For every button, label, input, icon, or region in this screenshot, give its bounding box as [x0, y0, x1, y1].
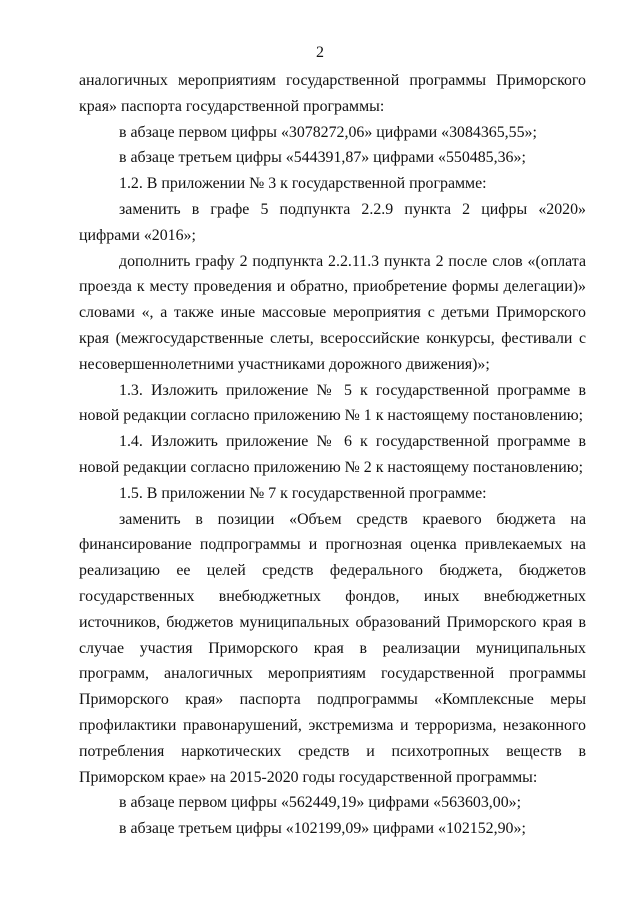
paragraph-continuation: аналогичных мероприятиям государственной программы Приморского края» паспорта государственной программы:: [79, 72, 586, 115]
document-body: [79, 68, 586, 842]
paragraph-replace-2020: заменить в графе 5 подпункта 2.2.9 пункта 2 цифры «2020» цифрами «2016»;: [79, 200, 586, 244]
paragraph-sub-amount-first: в абзаце первом цифры «562449,19» цифрами «563603,00»;: [119, 794, 522, 812]
paragraph-sub-amount-third: в абзаце третьем цифры «102199,09» цифрами «102152,90»;: [119, 820, 526, 838]
paragraph-amount-first: в абзаце первом цифры «3078272,06» цифрами «3084365,55»;: [119, 123, 537, 141]
paragraph-amount-third: в абзаце третьем цифры «544391,87» цифрами «550485,36»;: [119, 149, 526, 167]
paragraph-item-1-5: 1.5. В приложении № 7 к государственной программе:: [119, 484, 487, 502]
paragraph-item-1-3: 1.3. Изложить приложение № 5 к государственной программе в новой редакции согласно приложению № 1 к настоящему постановлению;: [79, 381, 586, 425]
paragraph-replace-position: заменить в позиции «Объем средств краевого бюджета на финансирование подпрограммы и прогнозная оценка привлекаемых на реализацию ее целей средств федерального бюджета, бюджетов государственных внебюджетных фондов, иных внебюджетных источников, бюджетов муниципальных образований Приморского края в случае участия Приморского края в реализации муниципальных программ, аналогичных мероприятиям государственной программы Приморского края» паспорта подпрограммы «Комплексные меры профилактики правонарушений, экстремизма и терроризма, незаконного потребления наркотических средств и психотропных веществ в Приморском крае» на 2015-2020 годы государственной программы:: [79, 510, 586, 786]
page-number: 2: [316, 44, 324, 61]
paragraph-supplement: дополнить графу 2 подпункта 2.2.11.3 пункта 2 после слов «(оплата проезда к месту проведения и обратно, приобретение формы делегации)» словами «, а также иные массовые мероприятия с детьми Приморского края (межгосударственные слеты, всероссийские конкурсы, фестивали с несовершеннолетними участниками дорожного движения)»;: [79, 252, 586, 373]
paragraph-item-1-2: 1.2. В приложении № 3 к государственной программе:: [119, 175, 487, 193]
paragraph-item-1-4: 1.4. Изложить приложение № 6 к государственной программе в новой редакции согласно приложению № 2 к настоящему постановлению;: [79, 433, 586, 476]
